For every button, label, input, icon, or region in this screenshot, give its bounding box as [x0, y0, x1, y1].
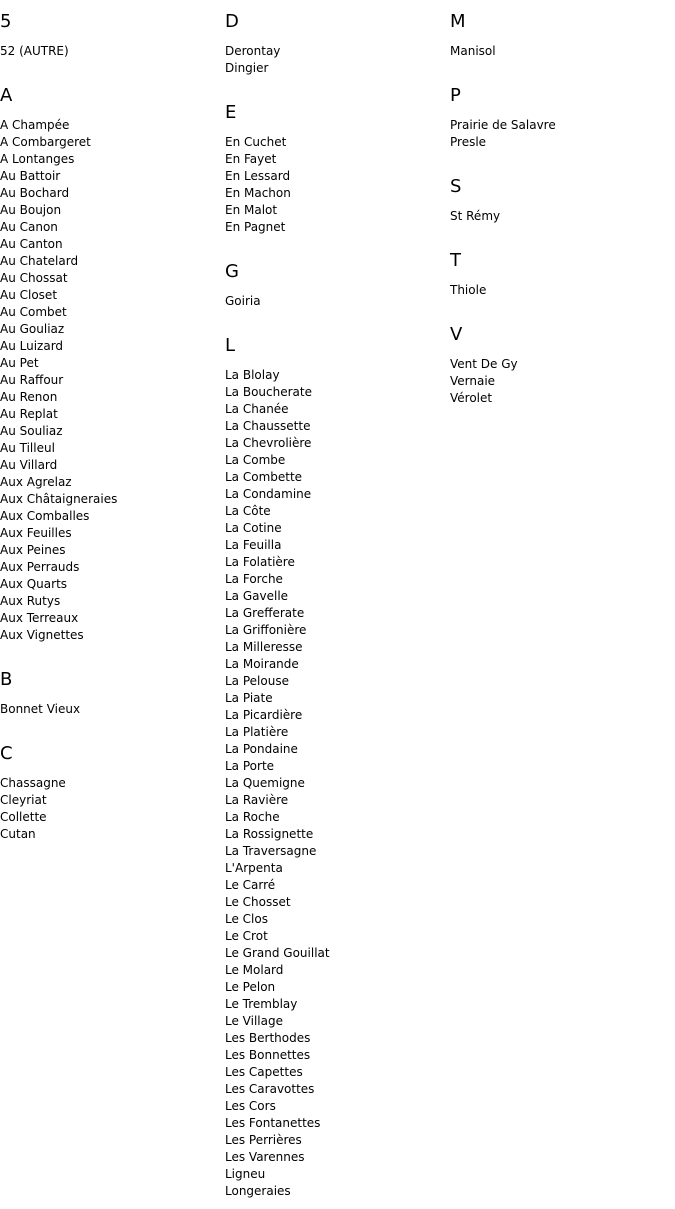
- list-item: Aux Agrelaz: [0, 475, 72, 489]
- item-list: [450, 282, 665, 299]
- list-item: Le Village: [225, 1014, 283, 1028]
- section-v: [450, 322, 665, 407]
- list-item: Au Tilleul: [0, 441, 55, 455]
- list-item: La Traversagne: [225, 844, 317, 858]
- list-item: Presle: [450, 135, 487, 149]
- list-item: La Chevrolière: [225, 436, 312, 450]
- list-item: La Folatière: [225, 555, 295, 569]
- list-item: Au Chatelard: [0, 254, 79, 268]
- list-item: La Moirande: [225, 657, 299, 671]
- list-item: Vérolet: [450, 391, 493, 405]
- section-heading: C: [0, 743, 13, 764]
- list-item: Au Renon: [0, 390, 58, 404]
- list-item: Vernaie: [450, 374, 496, 388]
- list-item: Le Carré: [225, 878, 276, 892]
- list-item: La Pondaine: [225, 742, 298, 756]
- list-item: Prairie de Salavre: [450, 118, 556, 132]
- list-item: La Milleresse: [225, 640, 303, 654]
- section-heading: L: [225, 335, 236, 356]
- list-item: L'Arpenta: [225, 861, 283, 875]
- list-item: En Cuchet: [225, 135, 287, 149]
- item-list: [225, 43, 440, 77]
- list-item: Les Capettes: [225, 1065, 303, 1079]
- list-item: Dingier: [225, 61, 269, 75]
- list-item: Au Canon: [0, 220, 58, 234]
- list-item: En Machon: [225, 186, 291, 200]
- list-item: La Roche: [225, 810, 280, 824]
- list-item: Au Canton: [0, 237, 63, 251]
- section-heading: A: [0, 85, 13, 106]
- item-list: [0, 775, 215, 843]
- item-list: [450, 208, 665, 225]
- list-item: La Cotine: [225, 521, 282, 535]
- section-heading: B: [0, 669, 13, 690]
- list-item: La Picardière: [225, 708, 303, 722]
- section-heading: P: [450, 85, 461, 106]
- column-2: [225, 9, 440, 1200]
- list-item: Manisol: [450, 44, 496, 58]
- list-item: La Feuilla: [225, 538, 282, 552]
- list-item: Chassagne: [0, 776, 66, 790]
- section-heading: E: [225, 102, 237, 123]
- section-e: [225, 100, 440, 236]
- list-item: Les Cors: [225, 1099, 276, 1113]
- section-m: [450, 9, 665, 60]
- section-heading: G: [225, 261, 239, 282]
- section-s: [450, 174, 665, 225]
- list-item: La Platière: [225, 725, 289, 739]
- list-item: Le Tremblay: [225, 997, 298, 1011]
- list-item: Le Crot: [225, 929, 268, 943]
- section-b: [0, 667, 215, 718]
- list-item: Les Berthodes: [225, 1031, 311, 1045]
- list-item: Bonnet Vieux: [0, 702, 81, 716]
- item-list: [0, 43, 215, 60]
- list-item: Le Molard: [225, 963, 284, 977]
- list-item: 52 (AUTRE): [0, 44, 69, 58]
- item-list: [450, 43, 665, 60]
- section-l: [225, 333, 440, 1200]
- list-item: A Lontanges: [0, 152, 75, 166]
- list-item: Vent De Gy: [450, 357, 518, 371]
- list-item: La Boucherate: [225, 385, 312, 399]
- list-item: Goiria: [225, 294, 261, 308]
- list-item: La Forche: [225, 572, 283, 586]
- list-item: Aux Châtaigneraies: [0, 492, 118, 506]
- list-item: Le Pelon: [225, 980, 276, 994]
- list-item: Aux Terreaux: [0, 611, 79, 625]
- section-heading: D: [225, 11, 239, 32]
- section-g: [225, 259, 440, 310]
- section-5: [0, 9, 215, 60]
- list-item: Le Clos: [225, 912, 268, 926]
- list-item: Au Combet: [0, 305, 67, 319]
- list-item: Collette: [0, 810, 47, 824]
- list-item: Cleyriat: [0, 793, 47, 807]
- list-item: En Pagnet: [225, 220, 286, 234]
- list-item: La Rossignette: [225, 827, 314, 841]
- item-list: [0, 117, 215, 644]
- section-heading: S: [450, 176, 462, 197]
- list-item: Le Grand Gouillat: [225, 946, 330, 960]
- section-heading: T: [450, 250, 461, 271]
- list-item: Longeraies: [225, 1184, 291, 1198]
- column-1: [0, 9, 215, 843]
- list-item: Au Boujon: [0, 203, 62, 217]
- list-item: La Gavelle: [225, 589, 289, 603]
- list-item: Les Caravottes: [225, 1082, 315, 1096]
- section-c: [0, 741, 215, 843]
- list-item: Au Battoir: [0, 169, 61, 183]
- list-item: La Combe: [225, 453, 286, 467]
- list-item: Aux Peines: [0, 543, 66, 557]
- list-item: Aux Vignettes: [0, 628, 84, 642]
- list-item: Les Fontanettes: [225, 1116, 321, 1130]
- item-list: [225, 367, 440, 1200]
- item-list: [225, 293, 440, 310]
- section-heading: V: [450, 324, 463, 345]
- list-item: Les Varennes: [225, 1150, 305, 1164]
- list-item: Derontay: [225, 44, 281, 58]
- list-item: Au Souliaz: [0, 424, 63, 438]
- list-item: La Ravière: [225, 793, 289, 807]
- section-heading: 5: [0, 11, 12, 32]
- list-item: Les Bonnettes: [225, 1048, 311, 1062]
- list-item: Cutan: [0, 827, 36, 841]
- list-item: Le Chosset: [225, 895, 291, 909]
- list-item: La Piate: [225, 691, 273, 705]
- list-item: En Fayet: [225, 152, 277, 166]
- list-item: La Quemigne: [225, 776, 305, 790]
- list-item: La Condamine: [225, 487, 312, 501]
- item-list: [225, 134, 440, 236]
- list-item: La Côte: [225, 504, 271, 518]
- section-t: [450, 248, 665, 299]
- section-a: [0, 83, 215, 644]
- list-item: La Chanée: [225, 402, 289, 416]
- list-item: La Grefferate: [225, 606, 305, 620]
- list-item: Ligneu: [225, 1167, 266, 1181]
- list-item: La Pelouse: [225, 674, 289, 688]
- list-item: Au Luizard: [0, 339, 64, 353]
- section-p: [450, 83, 665, 151]
- list-item: Les Perrières: [225, 1133, 302, 1147]
- list-item: Aux Rutys: [0, 594, 61, 608]
- list-item: Au Pet: [0, 356, 39, 370]
- column-3: [450, 9, 665, 407]
- list-item: La Blolay: [225, 368, 280, 382]
- item-list: [0, 701, 215, 718]
- list-item: La Griffonière: [225, 623, 307, 637]
- list-item: Au Chossat: [0, 271, 68, 285]
- list-item: La Porte: [225, 759, 275, 773]
- list-item: La Combette: [225, 470, 303, 484]
- list-item: En Lessard: [225, 169, 291, 183]
- list-item: Au Replat: [0, 407, 58, 421]
- list-item: A Champée: [0, 118, 70, 132]
- section-d: [225, 9, 440, 77]
- list-item: Au Bochard: [0, 186, 70, 200]
- list-item: Aux Feuilles: [0, 526, 72, 540]
- list-item: A Combargeret: [0, 135, 91, 149]
- list-item: Au Closet: [0, 288, 58, 302]
- list-item: Aux Quarts: [0, 577, 68, 591]
- list-item: Thiole: [450, 283, 487, 297]
- list-item: En Malot: [225, 203, 278, 217]
- section-heading: M: [450, 11, 466, 32]
- list-item: Au Raffour: [0, 373, 64, 387]
- item-list: [450, 356, 665, 407]
- list-item: La Chaussette: [225, 419, 311, 433]
- list-item: Aux Perrauds: [0, 560, 80, 574]
- list-item: St Rémy: [450, 209, 501, 223]
- item-list: [450, 117, 665, 151]
- list-item: Au Villard: [0, 458, 58, 472]
- list-item: Aux Comballes: [0, 509, 90, 523]
- list-item: Au Gouliaz: [0, 322, 65, 336]
